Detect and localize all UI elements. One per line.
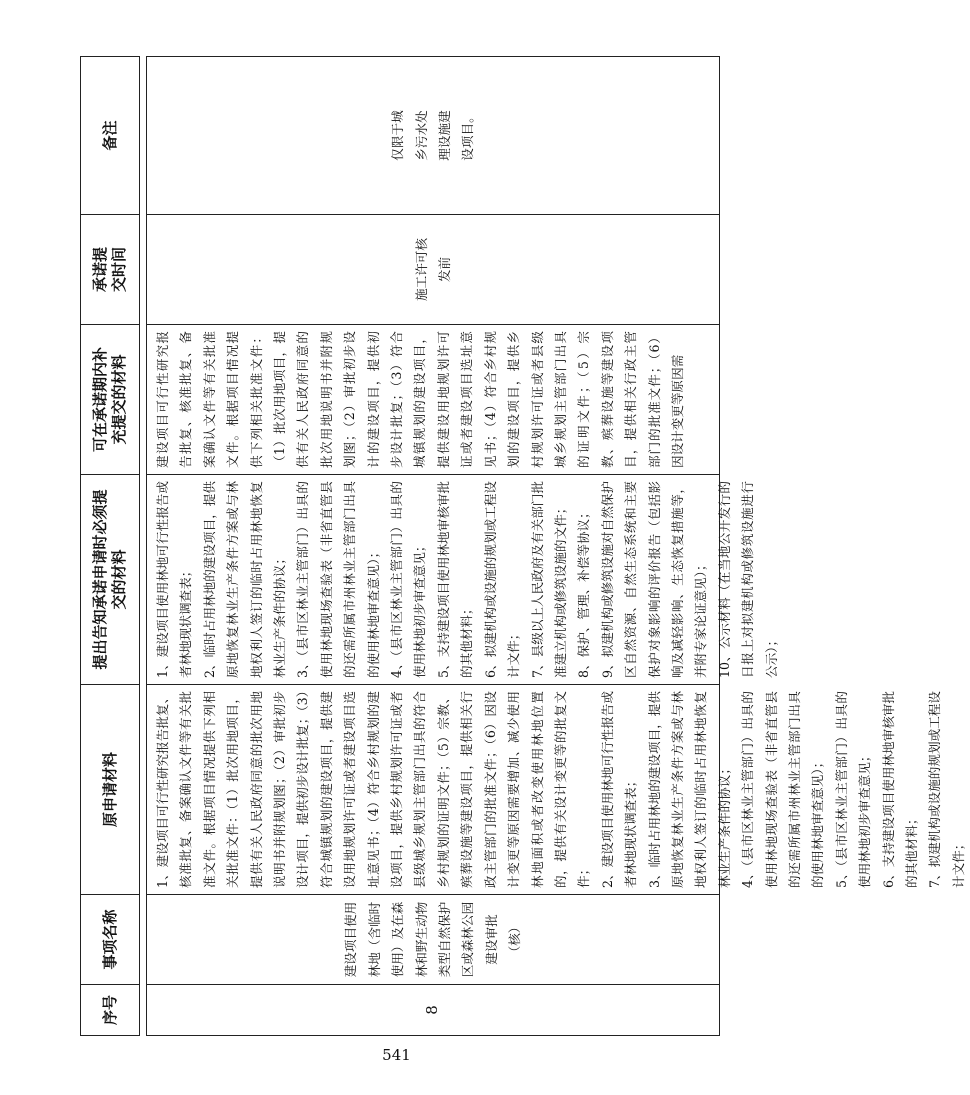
row-item-name: 建设项目使用林地（含临时使用）及在森林和野生动物类型自然保护区或森林公园建设审批（核）: [343, 901, 523, 978]
header-supplement-materials: 可在承诺期内补充提交的材料: [91, 347, 128, 453]
commitment-material-9: 9、拟建机构或修筑设施对自然保护区自然资源、自然生态系统和主要保护对象影响的评价报告（包括影响及减轻影响、生态恢复措施等，并附专家论证意见）；: [599, 481, 709, 678]
header-remarks: 备注: [100, 120, 119, 151]
approval-materials-table: [80, 56, 966, 1036]
row-seq: 8: [423, 1005, 442, 1015]
header-deadline: 承诺提交时间: [91, 247, 128, 293]
header-item-name: 事项名称: [100, 909, 119, 970]
header-original-materials: 原申请材料: [100, 752, 119, 828]
row-original-materials: [147, 685, 966, 894]
commitment-material-8: 8、保护、管理、补偿等协议；: [576, 506, 592, 678]
original-material-6: 6、支持建设项目使用林地审核审批的其他材料；: [880, 691, 919, 888]
row-supplement-materials: [147, 325, 719, 474]
commitment-material-4: 4、（县市区林业主管部门）出具的使用林地初步审查意见；: [389, 481, 428, 678]
row-deadline: 施工许可核发前: [413, 238, 452, 301]
table-header-row: [80, 56, 140, 1036]
commitment-material-7: 7、县级以上人民政府及有关部门批准建立机构或修筑设施的文件；: [529, 481, 568, 678]
commitment-material-2: 2、临时占用林地的建设项目，提供原地恢复林业生产条件方案或与林地权利人签订的临时占用林地恢复林业生产条件的协议；: [201, 481, 288, 678]
original-material-3: 3、临时占用林地的建设项目，提供原地恢复林业生产条件方案或与林地权利人签订的临时占用林地恢复林业生产条件的协议；: [646, 691, 732, 888]
commitment-material-10: 10、公示材料（在当地公开发行的日报上对拟建机构或修筑设施进行公示）；: [716, 481, 779, 678]
header-commitment-materials: 提出告知承诺申请时必须提交的材料: [91, 489, 128, 670]
original-material-5: 5、（县市区林业主管部门）出具的使用林地初步审查意见；: [833, 691, 873, 888]
table-row: [146, 56, 966, 1036]
page-number: 541: [382, 1046, 411, 1064]
commitment-material-6: 6、拟建机构或设施的规划或工程设计文件；: [482, 481, 522, 678]
row-remarks: 仅限于城乡污水处理设施建设项目。: [390, 110, 476, 161]
original-material-7: 7、拟建机构或设施的规划或工程设计文件；: [927, 691, 966, 888]
supplement-material-1: 建设项目可行性研究报告批复、核准批复、备案确认文件等有关批准文件。根据项目情况提供下列相关批准文件：（1）批次用地项目，提供有关人民政府同意的批次用地说明书并附规划图；（2）审批初步设计的建设项目，提供初步设计批复；（3）符合城镇规划的建设项目，提供建设用地规划许可证或者建设项目选址意见书；（4）符合乡村规划的建设项目，提供乡村规划许可证或者县级城乡规划主管部门出具的证明文件；（5）宗教、殡葬设施等建设项目，提供相关行政主管部门的批准文件；（6）因设计变更等原因需: [155, 331, 685, 468]
row-commitment-materials: [147, 475, 779, 684]
original-material-1: 1、建设项目可行性研究报告批复、核准批复、备案确认文件等有关批准文件。根据项目情况提供下列相关批准文件：（1）批次用地项目，提供有关人民政府同意的批次用地说明书并附规划图；（2）审批初步设计项目，提供初步设计批复；（3）符合城镇规划的建设项目，提供建设用地规划许可证或者建设项目选址意见书；（4）符合乡村规划的建设项目，提供乡村规划许可证或者县级城乡规划主管部门出具的符合乡村规划的证明文件；（5）宗教、殡葬设施等建设项目，提供相关行政主管部门的批准文件；（6）因设计变更等原因需要增加、减少使用林地面积或者改变使用林地位置的，提供有关设计变更等的批复文件；: [155, 691, 592, 888]
commitment-material-3: 3、（县市区林业主管部门）出具的使用林地现场查验表（非省直管县的还需所属市州林业主管部门出具的使用林地审查意见）；: [295, 481, 381, 678]
header-seq: 序号: [100, 995, 119, 1026]
rotated-table-wrapper: [80, 56, 966, 1036]
original-material-4: 4、（县市区林业主管部门）出具的使用林地现场查验表（非省直管县的还需所属市州林业主管部门出具的使用林地审查意见）；: [740, 691, 826, 888]
original-material-2: 2、建设项目使用林地可行性报告或者林地现状调查表；: [599, 691, 639, 888]
commitment-material-1: 1、建设项目使用林地可行性报告或者林地现状调查表；: [155, 481, 194, 678]
commitment-material-5: 5、支持建设项目使用林地审核审批的其他材料；: [435, 481, 475, 678]
